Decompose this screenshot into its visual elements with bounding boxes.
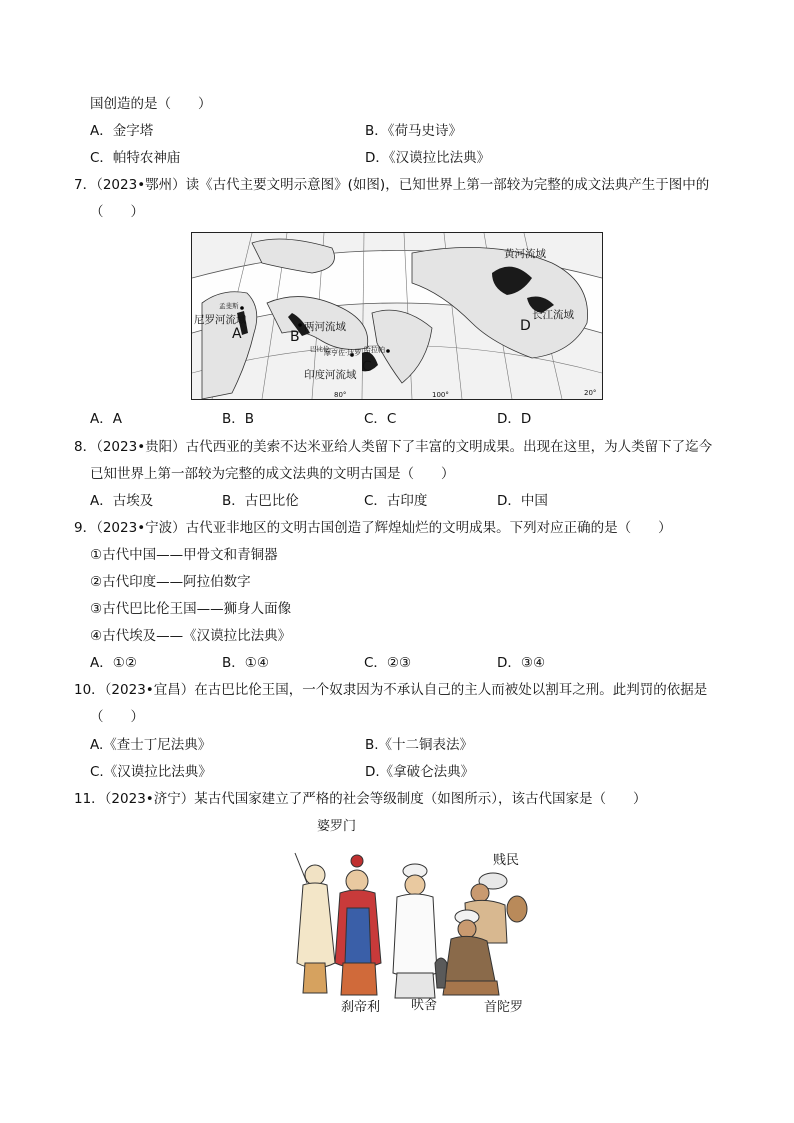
label-nile: 尼罗河流域	[194, 314, 247, 326]
q7-option-d[interactable]: D．D	[497, 411, 532, 427]
q8-stem-line2: 已知世界上第一部较为完整的成文法典的文明古国是（ ）	[90, 466, 455, 482]
q8-option-c[interactable]: C．古印度	[364, 493, 428, 509]
q10-blank: （ ）	[90, 709, 144, 725]
ancient-civilizations-map	[191, 232, 603, 400]
q8-option-a[interactable]: A．古埃及	[90, 493, 154, 509]
label-shudra: 首陀罗	[484, 1000, 524, 1015]
q10-option-c[interactable]: C.《汉谟拉比法典》	[90, 764, 212, 780]
label-two-rivers: 两河流域	[304, 321, 346, 333]
label-yangtze: 长江流域	[532, 309, 574, 321]
q10-option-b[interactable]: B.《十二铜表法》	[365, 737, 474, 753]
q11-stem: 11．（2023•济宁）某古代国家建立了严格的社会等级制度（如图所示），该古代国家是（ ）	[74, 791, 647, 807]
q6-stem-cont: 国创造的是（ ）	[90, 96, 212, 112]
label-yellow: 黄河流域	[504, 248, 546, 260]
q6-option-c[interactable]: C．帕特农神庙	[90, 150, 181, 166]
q9-item-4: ④古代埃及——《汉谟拉比法典》	[90, 628, 292, 644]
q7-option-c[interactable]: C．C	[364, 411, 397, 427]
label-untouchable: 贱民	[493, 853, 520, 868]
q9-item-3: ③古代巴比伦王国——狮身人面像	[90, 601, 292, 617]
caste-illustration	[285, 813, 535, 1018]
label-lon-100: 100°	[432, 391, 449, 399]
label-brahmin: 婆罗门	[317, 819, 357, 834]
q10-option-d[interactable]: D.《拿破仑法典》	[365, 764, 475, 780]
q9-option-d[interactable]: D．③④	[497, 655, 546, 671]
label-indus: 印度河流域	[304, 369, 357, 381]
q7-blank: （ ）	[90, 204, 144, 220]
q6-option-d[interactable]: D．《汉谟拉比法典》	[365, 150, 491, 166]
label-c: C	[362, 359, 372, 375]
q8-option-b[interactable]: B．古巴比伦	[222, 493, 299, 509]
q7-option-b[interactable]: B．B	[222, 411, 255, 427]
q9-option-a[interactable]: A．①②	[90, 655, 137, 671]
label-d: D	[520, 318, 531, 334]
label-harappa: 哈拉帕	[364, 346, 385, 354]
q9-stem: 9．（2023•宁波）古代亚非地区的文明古国创造了辉煌灿烂的文明成果。下列对应正确的是（ ）	[74, 520, 672, 536]
q8-option-d[interactable]: D．中国	[497, 493, 548, 509]
q9-option-c[interactable]: C．②③	[364, 655, 412, 671]
label-memphis: 孟斐斯	[219, 302, 239, 310]
label-mohenjo: 摩亨佐·达罗	[324, 349, 362, 357]
label-kshatriya: 刹帝利	[341, 1000, 381, 1015]
label-a: A	[232, 326, 242, 342]
q6-option-b[interactable]: B．《荷马史诗》	[365, 123, 463, 139]
q9-item-2: ②古代印度——阿拉伯数字	[90, 574, 251, 590]
q7-option-a[interactable]: A．A	[90, 411, 122, 427]
q6-option-a[interactable]: A．金字塔	[90, 123, 154, 139]
label-lon-80: 80°	[334, 391, 347, 399]
label-vaishya: 吠舍	[411, 998, 438, 1013]
label-lat-20: 20°	[584, 389, 597, 397]
q7-stem: 7．（2023•鄂州）读《古代主要文明示意图》(如图)，已知世界上第一部较为完整的成文法典产生于图中的	[74, 177, 710, 193]
label-babylon: 巴比伦	[310, 345, 330, 353]
q10-option-a[interactable]: A.《查士丁尼法典》	[90, 737, 212, 753]
q8-stem-line1: 8．（2023•贵阳）古代西亚的美索不达米亚给人类留下了丰富的文明成果。出现在这里，为人类留下了迄今	[74, 439, 713, 455]
q9-item-1: ①古代中国——甲骨文和青铜器	[90, 547, 278, 563]
caste-figure-graphic	[285, 813, 535, 1018]
map-graphic	[192, 233, 602, 399]
q9-option-b[interactable]: B．①④	[222, 655, 269, 671]
q10-stem: 10．（2023•宜昌）在古巴比伦王国，一个奴隶因为不承认自己的主人而被处以割耳之刑。此判罚的依据是	[74, 682, 708, 698]
label-b: B	[290, 329, 300, 345]
